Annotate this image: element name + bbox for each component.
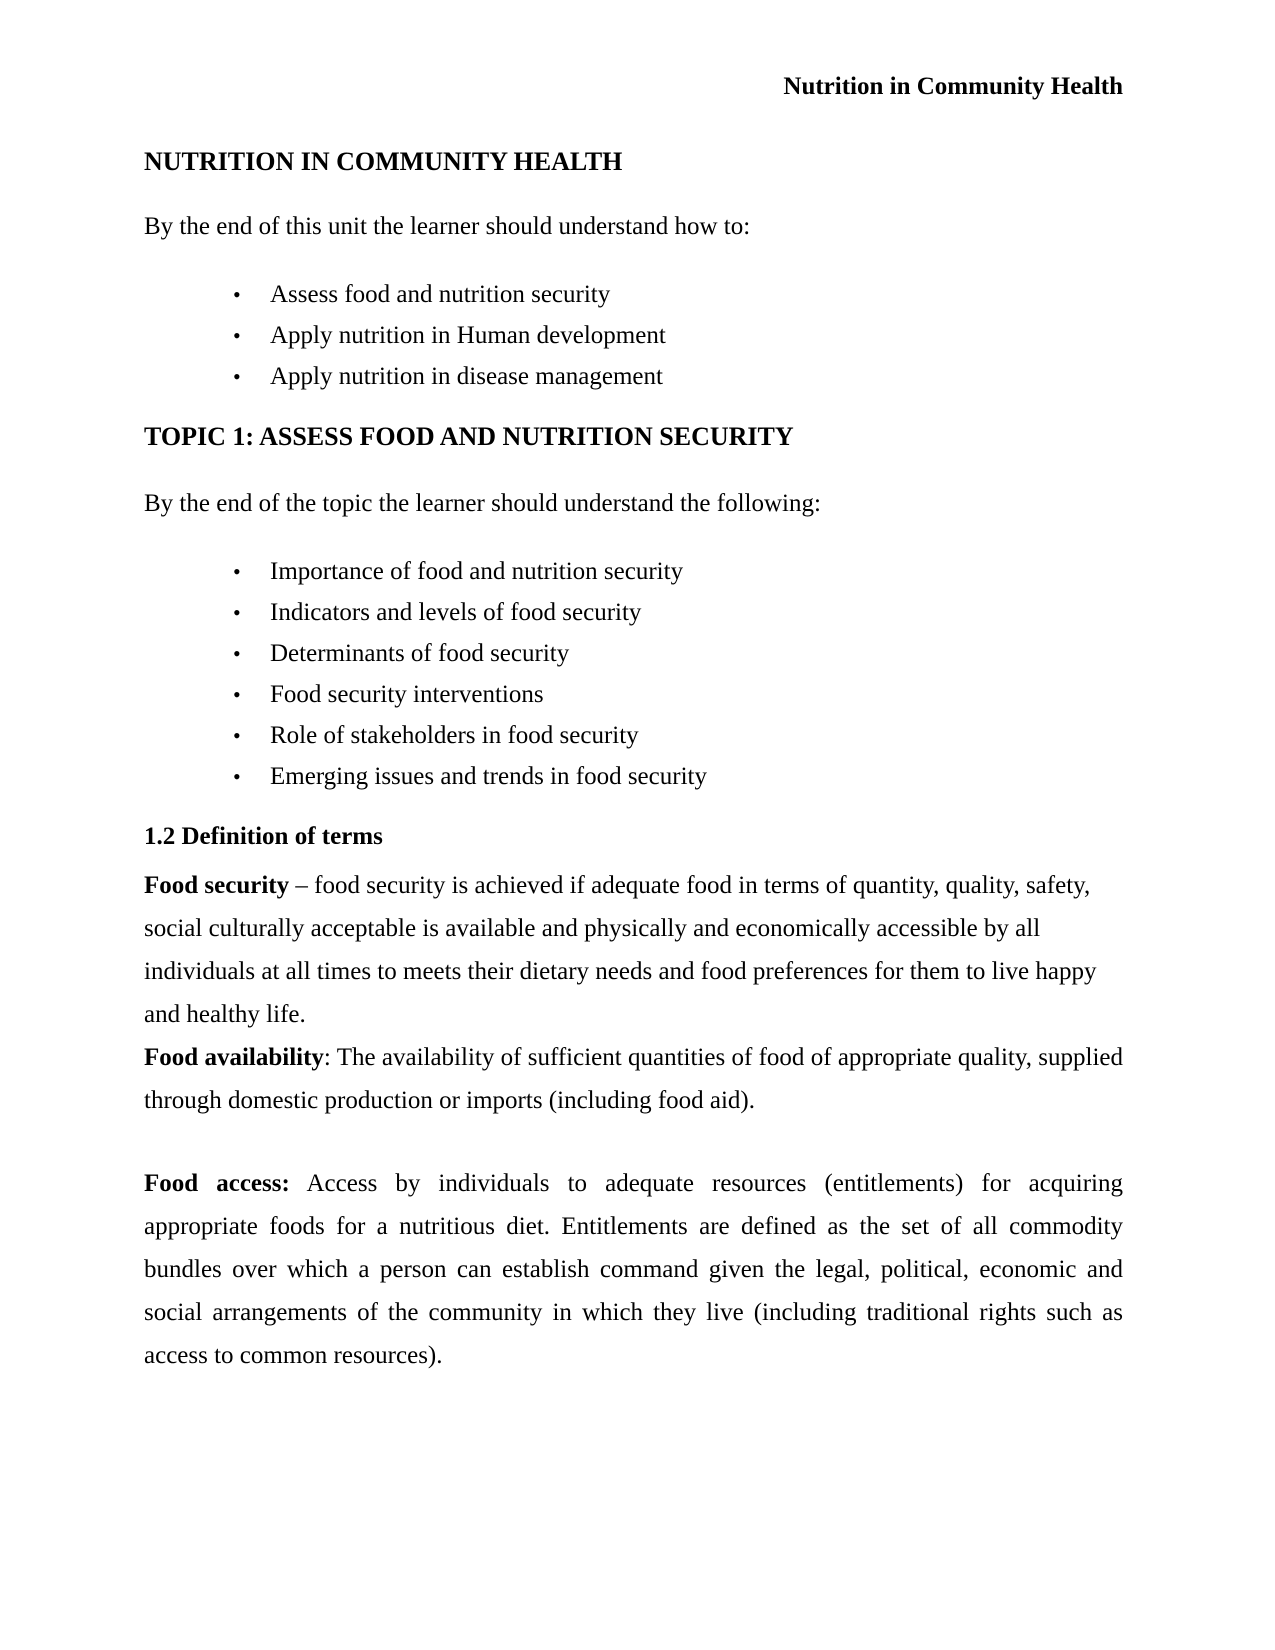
topic-intro-paragraph: By the end of the topic the learner should understand the following: <box>144 490 821 517</box>
list-item: • Emerging issues and trends in food security <box>270 756 1123 797</box>
document-title: NUTRITION IN COMMUNITY HEALTH <box>144 147 623 176</box>
definition-term: Food security <box>144 872 290 899</box>
list-item: • Indicators and levels of food security <box>270 592 1123 633</box>
definition-separator: : <box>323 1044 337 1071</box>
definition-body: The availability of sufficient quantities of food of appropriate quality, supplied through domestic production or imports (including food aid). <box>144 1044 1123 1114</box>
list-item: • Assess food and nutrition security <box>270 274 1123 315</box>
unit-intro-paragraph: By the end of this unit the learner should understand how to: <box>144 213 751 240</box>
list-item: • Role of stakeholders in food security <box>270 715 1123 756</box>
list-item: • Apply nutrition in Human development <box>270 315 1123 356</box>
topic-objectives-list <box>144 551 1123 797</box>
definitions-section <box>144 864 1123 1377</box>
topic-heading: TOPIC 1: ASSESS FOOD AND NUTRITION SECURITY <box>144 422 794 451</box>
running-header-text: Nutrition in Community Health <box>783 73 1123 100</box>
definition-separator <box>290 1170 307 1197</box>
unit-objectives-list <box>144 274 1123 397</box>
definition-body: Access by individuals to adequate resources (entitlements) for acquiring appropriate foods for a nutritious diet. Entitlements are defined as the set of all commodity bundles over which a person can establish command given the legal, political, economic and social arrangements of the community in which they live (including traditional rights such as access to common resources). <box>144 1170 1123 1369</box>
list-item: • Importance of food and nutrition security <box>270 551 1123 592</box>
definition-paragraph <box>144 864 1123 1036</box>
definition-separator: – <box>289 872 315 899</box>
definition-paragraph <box>144 1162 1123 1377</box>
list-item: • Determinants of food security <box>270 633 1123 674</box>
definition-body: food security is achieved if adequate food in terms of quantity, quality, safety, social culturally acceptable is available and physically and economically accessible by all individuals at all times to meets their dietary needs and food preferences for them to live happy and healthy life. <box>144 872 1097 1028</box>
definitions-heading: 1.2 Definition of terms <box>144 823 383 850</box>
list-item: • Food security interventions <box>270 674 1123 715</box>
definition-paragraph <box>144 1036 1123 1122</box>
list-item: • Apply nutrition in disease management <box>270 356 1123 397</box>
definition-term: Food availability <box>144 1044 324 1071</box>
definition-term: Food access: <box>144 1170 290 1197</box>
running-header <box>144 72 1123 102</box>
